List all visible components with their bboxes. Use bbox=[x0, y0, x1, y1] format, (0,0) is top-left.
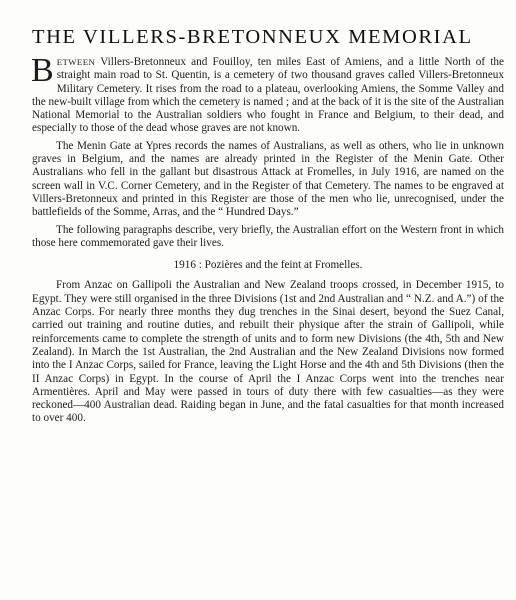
document-title: THE VILLERS-BRETONNEUX MEMORIAL bbox=[32, 26, 473, 48]
drop-cap-letter: B bbox=[31, 52, 54, 89]
document-body bbox=[31, 52, 504, 426]
intro-paragraph-text: Villers-Bretonneux and Fouilloy, ten miles East of Amiens, and a little North of the straight main road to St. Quentin, is a cemetery of two thousand graves called Villers-Bretonneux Military Cemetery. It rises from the road to a plateau, overlooking Amiens, the Somme Valley and the new-built village from which the cemetery is named ; and at the back of it is the site of the Australian National Memorial to the Australian soldiers who fought in France and Belgium, to their dead, and especially to those of the dead whose graves are not known. bbox=[32, 56, 504, 135]
section-heading-1916: 1916 : Pozières and the feint at Fromelles. bbox=[173, 259, 363, 272]
anzac-paragraph: From Anzac on Gallipoli the Australian and New Zealand troops crossed, in December 1915, to Egypt. They were still organised in the three Divisions (1st and 2nd Australian and “ N.Z. and A.”) of the Anzac Corps. For nearly three months they dug trenches in the Sinai desert, beyond the Suez Canal, carried out training and routine duties, and rebuilt their physique after the strain of Gallipoli, while reinforcements came to complete the strength of units and to form new Divisions (the 4th, 5th and New Zealand). In March the 1st Australian, the 2nd Australian and the New Zealand Divisions now formed into the I Anzac Corps, sailed for France, leaving the Light Horse and the 4th and 5th Divisions (then the II Anzac Corps) in Egypt. In the course of April the I Anzac Corps went into the trenches near Armentières. April and May were passed in tours of duty there with few casualties—as they were reckoned—400 Australian dead. Raiding began in June, and the fatal casualties for that month increased to over 400. bbox=[32, 279, 504, 425]
menin-gate-paragraph: The Menin Gate at Ypres records the names of Australians, as well as others, who lie in unknown graves in Belgium, and the names are already printed in the Register of the Menin Gate. Other Australians who fell in the gallant but disastrous Attack at Fromelles, in July 1916, are named on the screen wall in V.C. Corner Cemetery, and in the Register of that Cemetery. The names to be engraved at Villers-Bretonneux and printed in this Register are those of the men who lie, unrecognised, under the battlefields of the Somme, Arras, and the “ Hundred Days.” bbox=[32, 139, 504, 219]
intro-first-word-smallcaps: ETWEEN bbox=[56, 57, 96, 67]
following-paragraphs-note: The following paragraphs describe, very briefly, the Australian effort on the Western front in which those here commemorated gave their lives. bbox=[32, 223, 504, 249]
intro-paragraph bbox=[31, 52, 504, 136]
